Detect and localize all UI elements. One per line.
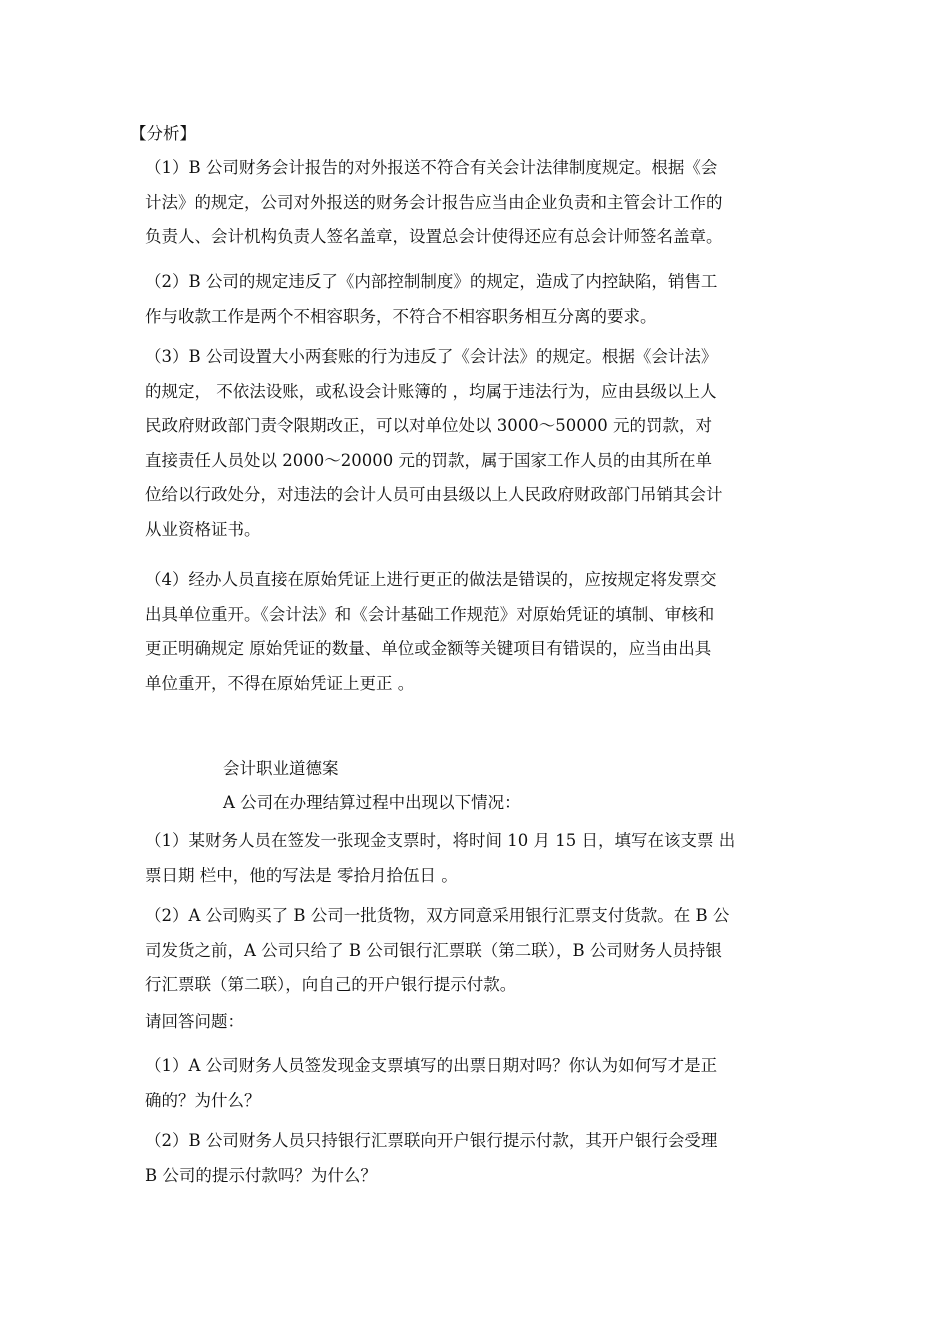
text-line: 民政府财政部门责令限期改正，可以对单位处以 3000～50000 元的罚款，对 [145,416,712,435]
text-line: （2）B 公司的规定违反了《内部控制制度》的规定，造成了内控缺陷，销售工 [145,272,718,291]
text-line: 从业资格证书。 [145,519,261,539]
text-line: 请回答问题： [145,1012,244,1031]
text-line: （2）B 公司财务人员只持银行汇票联向开户银行提示付款，其开户银行会受理 [145,1131,718,1150]
analysis-paragraph-2 [145,265,813,334]
analysis-paragraph-4 [145,563,813,701]
question-label [145,1005,813,1040]
text-line: 行汇票联（第二联），向自己的开户银行提示付款。 [145,975,517,994]
text-line: 出具单位重开。《会计法》和《会计基础工作规范》对原始凭证的填制、审核和 [145,604,715,624]
text-line: 计法》的规定，公司对外报送的财务会计报告应当由企业负责和主管会计工作的 [145,192,723,212]
question-2 [145,1124,813,1193]
case-title: 会计职业道德案 [223,759,339,778]
analysis-heading: 【分析】 [130,124,196,143]
analysis-paragraph-1 [145,151,813,255]
text-line: B 公司的提示付款吗？为什么？ [145,1165,377,1185]
text-line: 的规定， 不依法设账，或私设会计账簿的 ，均属于违法行为，应由县级以上人 [145,381,717,401]
text-line: 单位重开，不得在原始凭证上更正 。 [145,673,415,693]
text-line: 负责人、会计机构负责人签名盖章，设置总会计使得还应有总会计师签名盖章。 [145,227,723,246]
text-line: 票日期 栏中，他的写法是 零拾月拾伍日 。 [145,865,458,885]
text-line: （2）A 公司购买了 B 公司一批货物，双方同意采用银行汇票支付货款。在 B 公 [145,906,730,925]
text-line: （1）B 公司财务会计报告的对外报送不符合有关会计法律制度规定。根据《会 [145,158,718,177]
text-line: 作与收款工作是两个不相容职务，不符合不相容职务相互分离的要求。 [145,306,657,326]
text-line: （1）某财务人员在签发一张现金支票时，将时间 10 月 15 日，填写在该支票 出 [145,831,736,850]
analysis-paragraph-3 [145,340,813,547]
text-line: （3）B 公司设置大小两套账的行为违反了《会计法》的规定。根据《会计法》 [145,347,718,366]
text-line: 确的？为什么？ [145,1090,261,1110]
text-line: 更正明确规定 原始凭证的数量、单位或金额等关键项目有错误的，应当由出具 [145,639,712,658]
text-line: （1）A 公司财务人员签发现金支票填写的出票日期对吗？你认为如何写才是正 [145,1056,718,1075]
case-item-2 [145,899,813,1003]
text-line: 直接责任人员处以 2000～20000 元的罚款，属于国家工作人员的由其所在单 [145,450,712,470]
case-intro: A 公司在办理结算过程中出现以下情况： [223,793,521,812]
text-line: 位给以行政处分，对违法的会计人员可由县级以上人民政府财政部门吊销其会计 [145,485,723,504]
question-1 [145,1049,813,1118]
text-line: （4）经办人员直接在原始凭证上进行更正的做法是错误的，应按规定将发票交 [145,570,717,589]
case-item-1 [145,824,813,893]
text-line: 司发货之前，A 公司只给了 B 公司银行汇票联（第二联），B 公司财务人员持银 [145,940,722,960]
